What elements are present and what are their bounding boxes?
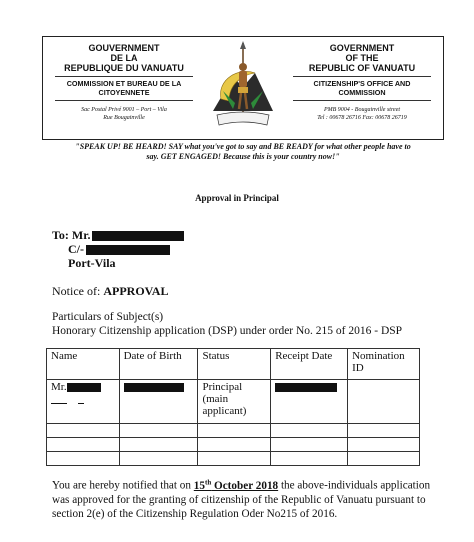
- column-header-receipt-date: Receipt Date: [271, 349, 348, 380]
- column-header-name: Name: [47, 349, 120, 380]
- recipient-city: Port-Vila: [68, 256, 116, 270]
- table-row: [47, 424, 420, 438]
- title-line: REPUBLIQUE DU VANUATU: [64, 63, 184, 73]
- subjects-table: [46, 348, 420, 466]
- table-cell: [198, 438, 271, 452]
- dept-line: CITIZENSHIP'S OFFICE AND: [313, 79, 411, 88]
- dept-line: COMMISSION: [338, 88, 386, 97]
- french-address: [49, 106, 199, 122]
- title-line: OF THE: [345, 53, 379, 63]
- particulars-description: Honorary Citizenship application (DSP) under order No. 215 of 2016 - DSP: [52, 325, 403, 337]
- table-cell: [47, 438, 120, 452]
- title-line: DE LA: [110, 53, 138, 63]
- redaction-mark: [86, 245, 170, 255]
- redaction-mark: [67, 383, 101, 392]
- divider: [293, 100, 431, 101]
- approval-date: [194, 480, 278, 492]
- addr-line: Tel : 00678 26716 Fax: 00678 26719: [317, 115, 407, 121]
- date-day: 15: [193, 479, 205, 492]
- notice-label: Notice of:: [52, 284, 101, 298]
- title-line: GOVERNMENT: [329, 43, 395, 53]
- letterhead: [42, 36, 444, 140]
- recipient-care-of-line: [52, 242, 184, 256]
- divider: [293, 76, 431, 77]
- title-line: REPUBLIC OF VANUATU: [308, 63, 416, 73]
- french-government-title: [49, 43, 199, 73]
- cell-name: [47, 380, 120, 424]
- letterhead-french: [49, 43, 199, 122]
- care-of-prefix: C/-: [68, 242, 84, 256]
- english-department: [287, 79, 437, 97]
- table-cell: [119, 452, 198, 466]
- redaction-mark: [51, 403, 67, 405]
- dept-line: CITOYENNETE: [98, 88, 150, 97]
- vanuatu-coat-of-arms-emblem: [199, 39, 287, 137]
- redaction-mark: [78, 403, 84, 405]
- dept-line: COMMISSION ET BUREAU DE LA: [66, 79, 182, 88]
- redaction-mark: [275, 383, 337, 392]
- column-header-nomination-id: Nomination ID: [348, 349, 420, 380]
- particulars: [52, 310, 402, 338]
- redaction-mark: [124, 383, 184, 392]
- document-heading: Approval in Principal: [195, 193, 279, 203]
- notice-value: APPROVAL: [103, 284, 169, 298]
- slogan-line: "SPEAK UP! BE HEARD! SAY what you've got to say and BE READY for what other people have to: [75, 142, 411, 151]
- table-cell: [271, 424, 348, 438]
- date-month-year: October 2018: [211, 479, 279, 492]
- table-cell: [348, 424, 420, 438]
- addr-line: Rue Bougainville: [103, 115, 145, 121]
- table-cell: [348, 452, 420, 466]
- notification-paragraph: [52, 475, 432, 521]
- table-cell: [47, 452, 120, 466]
- table-row: [47, 380, 420, 424]
- table-cell: [47, 424, 120, 438]
- addr-line: Sac Postal Privé 9001 – Port – Vila: [81, 107, 167, 113]
- table-cell: [348, 438, 420, 452]
- table-cell: [198, 424, 271, 438]
- slogan-line: say. GET ENGAGED! Because this is your country now!": [146, 152, 340, 161]
- divider: [55, 76, 193, 77]
- table-cell: [271, 452, 348, 466]
- paragraph-text: You are hereby notified that on: [52, 479, 194, 492]
- table-cell: [119, 424, 198, 438]
- french-department: [49, 79, 199, 97]
- slogan: [42, 142, 444, 162]
- paragraph-text: the above-individuals application was approved for the granting of citizenship of the Republic of Vanuatu pursuant to section 2(e) of the Citizenship Regulation Oder No215 of 2016.: [52, 479, 431, 520]
- cell-receipt-date: [271, 380, 348, 424]
- redaction-mark: [92, 231, 184, 241]
- name-prefix: Mr.: [51, 381, 67, 393]
- title-line: GOUVERNMENT: [88, 43, 160, 53]
- addr-line: PMB 9004 - Bougainville street: [323, 107, 401, 113]
- letterhead-english: [287, 43, 437, 122]
- divider: [55, 100, 193, 101]
- cell-status: Principal (main applicant): [198, 380, 271, 424]
- table-cell: [119, 438, 198, 452]
- recipient-name-line: [52, 228, 184, 242]
- cell-nomination-id: [348, 380, 420, 424]
- column-header-dob: Date of Birth: [119, 349, 198, 380]
- notice-line: [52, 284, 168, 299]
- table-header-row: [47, 349, 420, 380]
- english-government-title: [287, 43, 437, 73]
- table-row: [47, 438, 420, 452]
- table-cell: [198, 452, 271, 466]
- recipient-block: [52, 228, 184, 270]
- particulars-title: Particulars of Subject(s): [52, 311, 164, 323]
- date-suffix: th: [204, 478, 212, 486]
- cell-dob: [119, 380, 198, 424]
- recipient-prefix: To: Mr.: [52, 228, 91, 242]
- table-cell: [271, 438, 348, 452]
- table-row: [47, 452, 420, 466]
- english-address: [287, 106, 437, 122]
- column-header-status: Status: [198, 349, 271, 380]
